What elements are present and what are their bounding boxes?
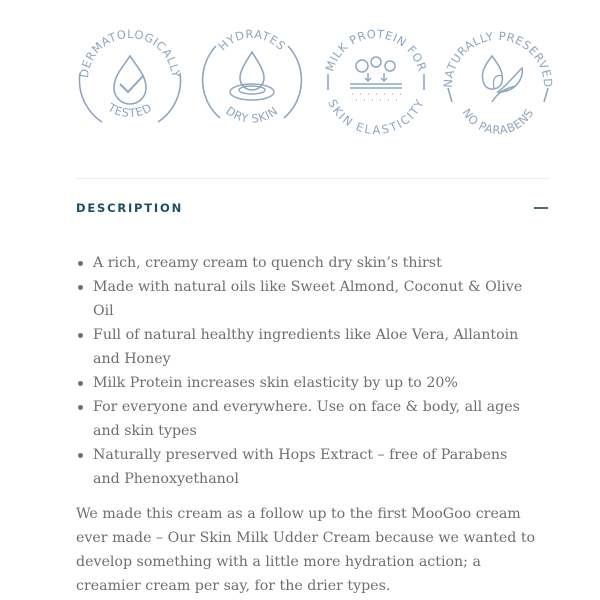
svg-text:NO PARABENS: NO PARABENS [459, 105, 537, 138]
minus-icon[interactable] [534, 207, 548, 209]
list-item: Full of natural healthy ingredients like Aloe Vera, Allantoin and Honey [93, 323, 536, 371]
description-paragraph: We made this cream as a follow up to the first MooGoo cream ever made – Our Skin Milk Udder Cream because we wanted to develop something with a little more hydration action; a creamier cream per say, for the drier types. [76, 506, 536, 594]
feature-badges [68, 18, 558, 148]
svg-text:DRY SKIN: DRY SKIN [223, 103, 281, 126]
list-item: Milk Protein increases skin elasticity by up to 20% [93, 371, 536, 395]
drop-check-icon [68, 18, 192, 142]
feature-list [76, 251, 536, 491]
svg-text:SKIN ELASTICITY: SKIN ELASTICITY [325, 97, 427, 138]
description-accordion-header[interactable] [76, 196, 550, 220]
svg-text:MILK PROTEIN FOR: MILK PROTEIN FOR [322, 26, 430, 74]
badge-naturally-preserved [436, 18, 560, 142]
badge-hydrates-dry-skin [190, 18, 314, 142]
list-item: Made with natural oils like Sweet Almond, Coconut & Olive Oil [93, 275, 536, 323]
svg-text:DERMATOLOGICALLY: DERMATOLOGICALLY [76, 26, 184, 79]
badge-milk-protein [314, 18, 438, 142]
water-drop-ripple-icon [190, 18, 314, 142]
list-item: Naturally preserved with Hops Extract – free of Parabens and Phenoxyethanol [93, 443, 536, 491]
skin-absorption-icon [314, 18, 438, 142]
svg-text:HYDRATES: HYDRATES [215, 26, 289, 54]
badge-dermatologically-tested [68, 18, 192, 142]
list-item: A rich, creamy cream to quench dry skin’s thirst [93, 251, 536, 275]
svg-text:NATURALLY PRESERVED: NATURALLY PRESERVED [440, 28, 556, 89]
list-item: For everyone and everywhere. Use on face & body, all ages and skin types [93, 395, 536, 443]
leaf-icon [436, 18, 560, 142]
svg-text:TESTED: TESTED [105, 100, 155, 121]
description-content [76, 251, 536, 598]
description-heading: DESCRIPTION [76, 201, 184, 215]
section-divider [75, 178, 550, 179]
